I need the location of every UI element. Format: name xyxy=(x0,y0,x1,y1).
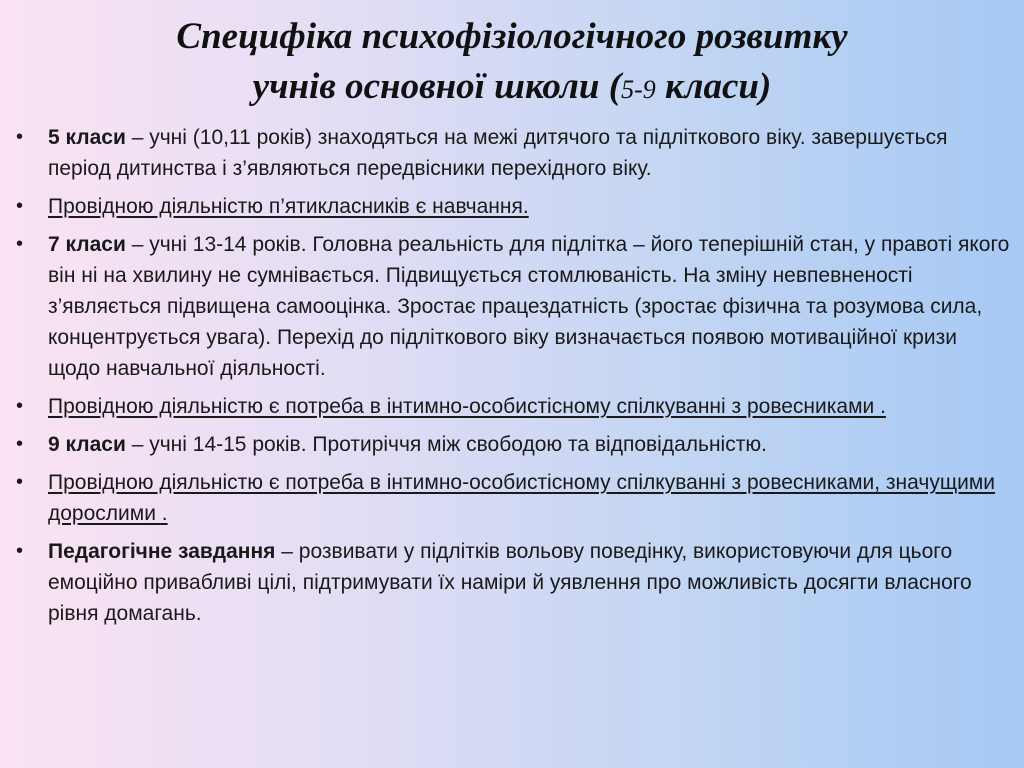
bullet-text: – учні 14-15 років. Протиріччя між свободою та відповідальністю. xyxy=(125,433,767,456)
bullet-item-pedagogical-task xyxy=(14,536,1014,629)
bullet-underlined-text: Провідною діяльністю є потреба в інтимно-особистісному спілкуванні з ровесниками . xyxy=(48,395,886,418)
bullet-dot: • xyxy=(16,471,24,493)
title-line-1: Специфіка психофізіологічного розвитку xyxy=(176,16,848,57)
bullet-text: – учні 13-14 років. Головна реальність для підлітка – його теперішній стан, у правоті якого він ні на хвилину не сумнівається. Підвищується стомлюваність. На зміну невпевненості з’являється підвищена самооцінка. Зростає працездатність (зростає фізична та розумова сила, концентрується увага). Перехід до підліткового віку визначається появою мотиваційної кризи щодо навчальної діяльності. xyxy=(48,233,1010,380)
bullet-item-leading-activity-grade9 xyxy=(14,467,1014,529)
bullet-text: – розвивати у підлітків вольову поведінку, використовуючи для цього емоційно привабливі цілі, підтримувати їх наміри й уявлення про можливість досягти власного рівня домагань. xyxy=(48,540,972,625)
bullet-item-leading-activity-grade5 xyxy=(14,191,1014,222)
bullet-heading: 9 класи xyxy=(48,433,126,456)
bullet-list xyxy=(14,122,1014,629)
bullet-item-grade9 xyxy=(14,429,1014,460)
slide-title xyxy=(0,12,1024,115)
bullet-text: – учні (10,11 років) знаходяться на межі дитячого та підліткового віку. завершується період дитинства і з’являються передвісники перехідного віку. xyxy=(48,126,948,180)
bullet-dot: • xyxy=(16,233,24,255)
bullet-heading: Педагогічне завдання xyxy=(48,540,276,563)
bullet-underlined-text: Провідною діяльністю є потреба в інтимно-особистісному спілкуванні з ровесниками, значущими дорослими . xyxy=(48,471,995,525)
bullet-dot: • xyxy=(16,195,24,217)
bullet-item-grade5 xyxy=(14,122,1014,184)
slide-content xyxy=(14,122,1014,636)
title-line-2 xyxy=(0,62,1024,115)
title-grades-range: 5-9 xyxy=(621,75,656,104)
bullet-dot: • xyxy=(16,126,24,148)
title-line-2-main: учнів основної школи ( xyxy=(252,66,622,107)
bullet-dot: • xyxy=(16,433,24,455)
bullet-dot: • xyxy=(16,540,24,562)
bullet-dot: • xyxy=(16,395,24,417)
title-line-2-end: класи) xyxy=(655,66,772,107)
bullet-item-grade7 xyxy=(14,229,1014,384)
bullet-item-leading-activity-grade7 xyxy=(14,391,1014,422)
bullet-heading: 5 класи xyxy=(48,126,126,149)
bullet-underlined-text: Провідною діяльністю п’ятикласників є навчання. xyxy=(48,195,529,218)
bullet-heading: 7 класи xyxy=(48,233,126,256)
